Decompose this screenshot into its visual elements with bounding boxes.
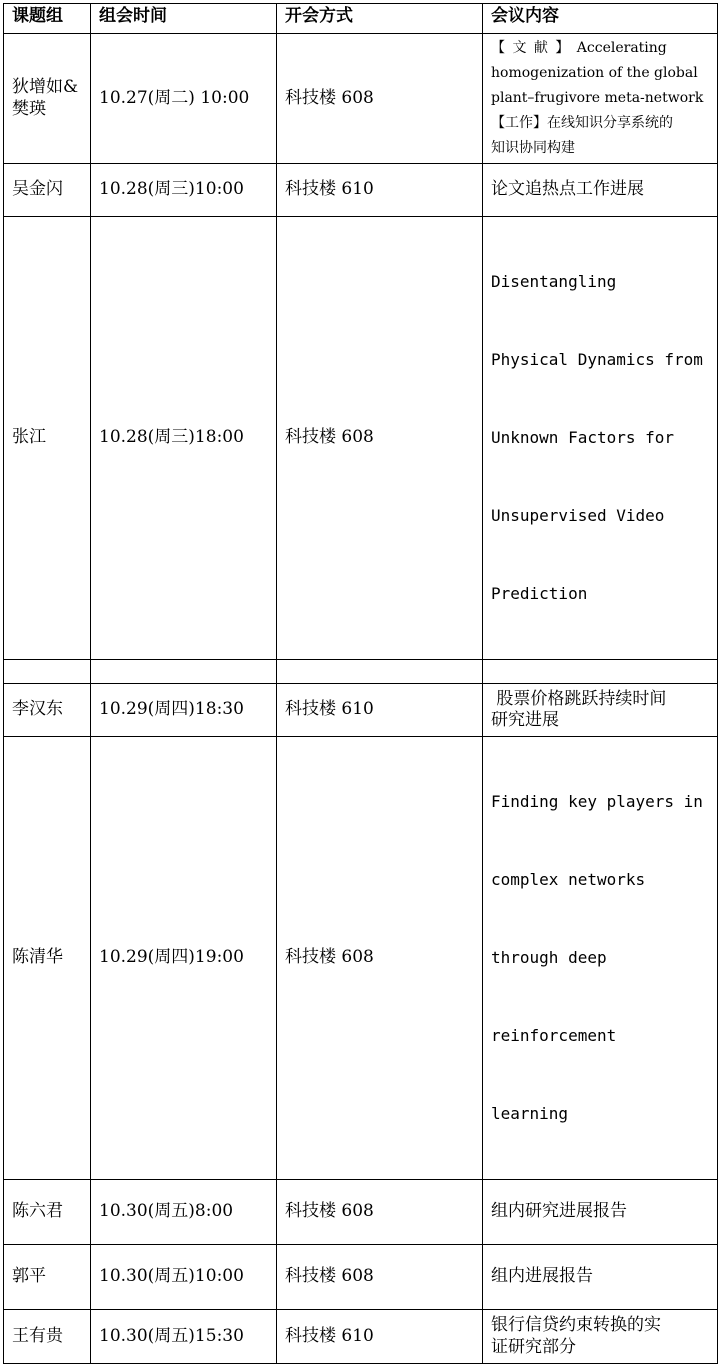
topic-line: through deep (491, 948, 607, 967)
time-cell: 10.30(周五)10:00 (91, 1245, 277, 1310)
place-cell: 科技楼 610 (277, 164, 483, 217)
table-row (4, 1245, 718, 1310)
group-cell: 吴金闪 (4, 164, 91, 217)
topic-cell: 组内研究进展报告 (483, 1180, 718, 1245)
place-cell: 科技楼 610 (277, 684, 483, 737)
time-cell: 10.29(周四)18:30 (91, 684, 277, 737)
topic-line: Unknown Factors for (491, 428, 675, 447)
header-row (4, 4, 718, 34)
place-cell: 科技楼 608 (277, 1180, 483, 1245)
header-group: 课题组 (4, 4, 91, 34)
header-topic: 会议内容 (483, 4, 718, 34)
topic-line: 【工作】在线知识分享系统的 (491, 115, 673, 131)
group-cell (4, 660, 91, 684)
topic-line: Disentangling (491, 272, 617, 291)
topic-line: Unsupervised Video (491, 506, 665, 525)
table-row (4, 684, 718, 737)
group-cell: 郭平 (4, 1245, 91, 1310)
topic-line: 股票价格跳跃持续时间 (491, 688, 667, 709)
meeting-schedule-table (3, 3, 718, 1364)
topic-line: 研究进展 (491, 710, 559, 730)
table-row (4, 1180, 718, 1245)
topic-line: Finding key players in (491, 792, 703, 811)
topic-line: homogenization of the global (491, 65, 698, 81)
topic-cell (483, 34, 718, 164)
table-row (4, 34, 718, 164)
group-cell: 狄增如&樊瑛 (4, 34, 91, 164)
time-cell: 10.27(周二) 10:00 (91, 34, 277, 164)
group-cell: 王有贵 (4, 1310, 91, 1364)
topic-cell (483, 1310, 718, 1364)
table-row (4, 1310, 718, 1364)
time-cell (91, 660, 277, 684)
topic-line: Physical Dynamics from (491, 350, 703, 369)
place-cell (277, 660, 483, 684)
time-cell: 10.28(周三)10:00 (91, 164, 277, 217)
time-cell: 10.29(周四)19:00 (91, 737, 277, 1180)
table-row (4, 737, 718, 1180)
place-cell: 科技楼 610 (277, 1310, 483, 1364)
topic-line: 银行信贷约束转换的实 (491, 1315, 661, 1336)
topic-cell: 论文追热点工作进展 (483, 164, 718, 217)
header-place: 开会方式 (277, 4, 483, 34)
place-cell: 科技楼 608 (277, 737, 483, 1180)
topic-line: 证研究部分 (491, 1336, 576, 1357)
topic-cell (483, 660, 718, 684)
time-cell: 10.30(周五)15:30 (91, 1310, 277, 1364)
topic-cell (483, 217, 718, 660)
topic-cell: 组内进展报告 (483, 1245, 718, 1310)
topic-cell (483, 684, 718, 737)
group-cell: 李汉东 (4, 684, 91, 737)
place-cell: 科技楼 608 (277, 217, 483, 660)
topic-line: 知识协同构建 (491, 140, 575, 156)
topic-line: reinforcement (491, 1026, 617, 1045)
table-row (4, 217, 718, 660)
topic-line: 【 文 献 】 Accelerating (491, 40, 667, 56)
time-cell: 10.30(周五)8:00 (91, 1180, 277, 1245)
topic-line: learning (491, 1104, 569, 1123)
group-cell: 陈清华 (4, 737, 91, 1180)
topic-cell (483, 737, 718, 1180)
group-cell: 陈六君 (4, 1180, 91, 1245)
topic-line: plant–frugivore meta-network (491, 90, 704, 106)
table-row (4, 164, 718, 217)
topic-line: Prediction (491, 584, 588, 603)
time-cell: 10.28(周三)18:00 (91, 217, 277, 660)
header-time: 组会时间 (91, 4, 277, 34)
table-row-empty (4, 660, 718, 684)
place-cell: 科技楼 608 (277, 34, 483, 164)
topic-line: complex networks (491, 870, 646, 889)
place-cell: 科技楼 608 (277, 1245, 483, 1310)
group-cell: 张江 (4, 217, 91, 660)
